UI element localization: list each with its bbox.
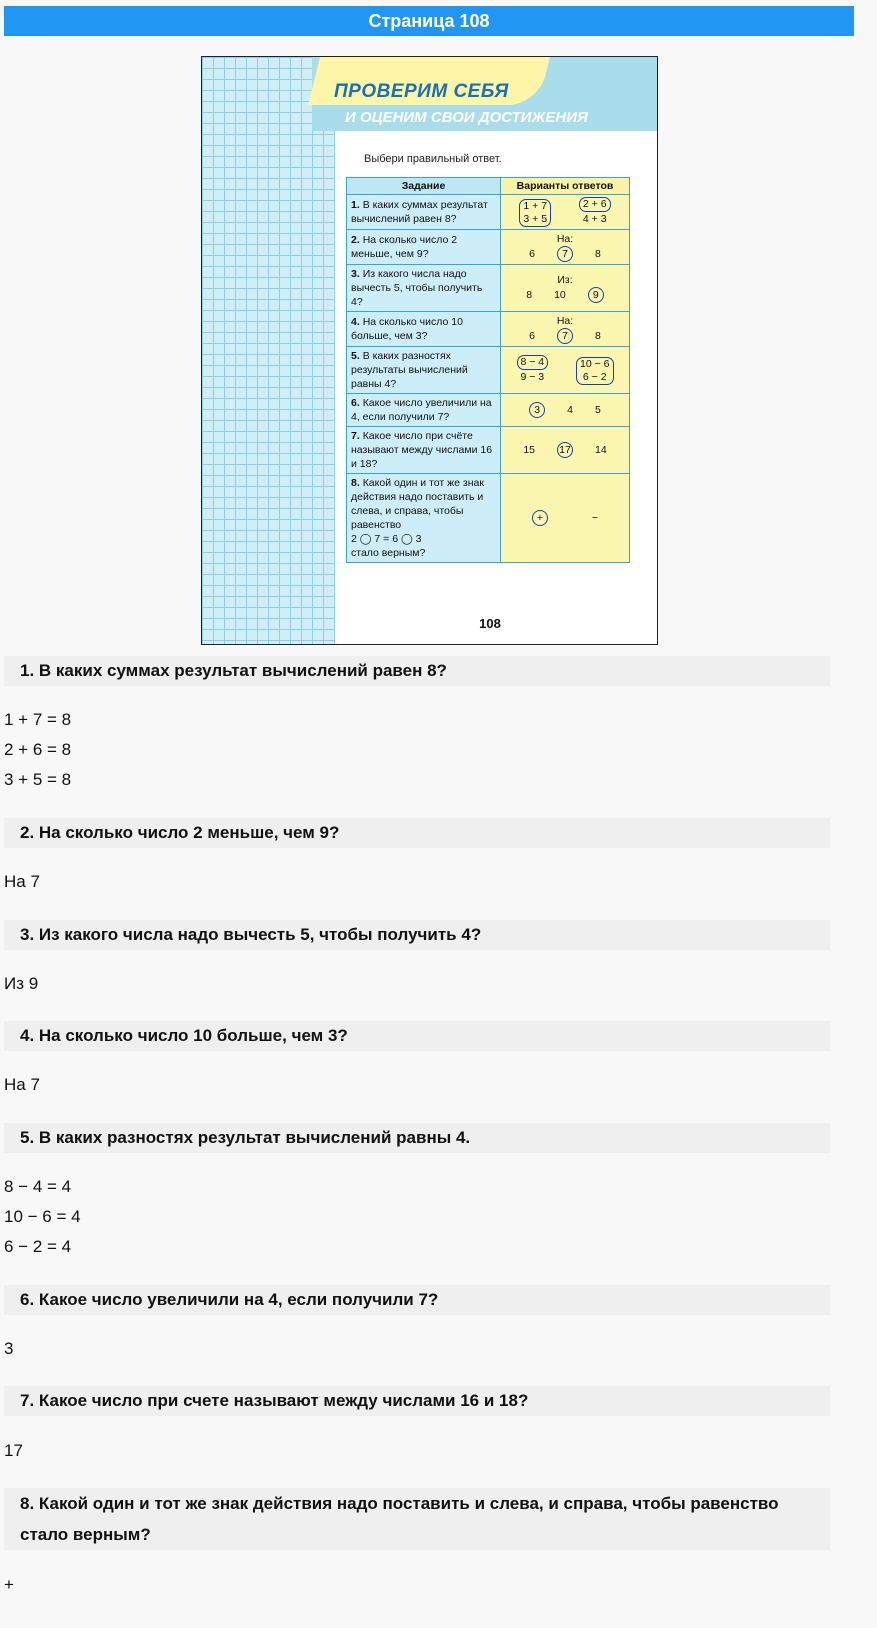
circled-answer: 2 + 6 <box>579 197 611 212</box>
answer-text: + <box>4 1575 14 1594</box>
textbook-heading-2: И ОЦЕНИМ СВОИ ДОСТИЖЕНИЯ <box>345 109 588 126</box>
circled-answer: 9 <box>588 287 604 303</box>
question-heading: 8. Какой один и тот же знак действия надо поставить и слева, и справа, чтобы равенство стало верным? <box>4 1488 830 1550</box>
question-heading: 4. На сколько число 10 больше, чем 3? <box>4 1021 830 1051</box>
table-row: 5. В каких разностях результаты вычислений равны 4? $\frac{8 - 4}{9 - 3} 10 - 6$ 6 − 2 <box>347 347 630 394</box>
answer-text: Из 9 <box>4 974 39 993</box>
col-answers-header: Варианты ответов <box>501 178 630 195</box>
answer-text: 10 − 6 = 4 <box>4 1207 81 1226</box>
circled-answer: 17 <box>557 442 573 458</box>
question-heading: 7. Какое число при счете называют между числами 16 и 18? <box>4 1386 830 1416</box>
table-row: 7. Какое число при счёте называют между числами 16 и 18? 15 17 14 <box>347 427 630 474</box>
answer-text: 3 + 5 = 8 <box>4 770 72 789</box>
question-heading: 5. В каких разностях результат вычислений равны 4. <box>4 1123 830 1153</box>
circled-answer: 3 <box>529 402 545 418</box>
answer-text: На 7 <box>4 1075 40 1094</box>
circled-answer: + <box>532 510 548 526</box>
answer-text: На 7 <box>4 872 40 891</box>
table-row: 8. Какой один и тот же знак действия надо поставить и слева, и справа, чтобы равенство 2 ◯ 7 = 6 ◯ 3 стало верным? + − <box>347 474 630 563</box>
table-row: 2. На сколько число 2 меньше, чем 9? На: 6 7 8 <box>347 230 630 265</box>
table-row: 4. На сколько число 10 больше, чем 3? На: 6 7 8 <box>347 312 630 347</box>
question-heading: 2. На сколько число 2 меньше, чем 9? <box>4 818 830 848</box>
question-heading: 1. В каких суммах результат вычислений равен 8? <box>4 656 830 686</box>
textbook-page-image <box>201 56 658 645</box>
textbook-page-number: 108 <box>462 607 518 637</box>
circled-answer: 1 + 7 3 + 5 <box>519 199 551 227</box>
circled-answer: 8 − 4 <box>517 355 549 370</box>
question-heading: 3. Из какого числа надо вычесть 5, чтобы получить 4? <box>4 920 830 950</box>
col-task-header: Задание <box>347 178 501 195</box>
table-row: 1. В каких суммах результат вычислений равен 8? 1 + 7 $3 + 5 \frac{2 + 6}{4 + 3}$ <box>347 195 630 230</box>
textbook-heading-1: ПРОВЕРИМ СЕБЯ <box>334 81 509 102</box>
circled-answer: 7 <box>557 328 573 344</box>
circled-answer: 7 <box>557 246 573 262</box>
textbook-instruction: Выбери правильный ответ. <box>364 153 502 165</box>
question-heading: 6. Какое число увеличили на 4, если получили 7? <box>4 1285 830 1315</box>
answer-text: 2 + 6 = 8 <box>4 740 72 759</box>
answer-text: 17 <box>4 1441 23 1460</box>
circled-answer: 10 − 6 6 − 2 <box>576 357 614 385</box>
page-title: Страница 108 <box>4 6 854 36</box>
table-row: 6. Какое число увеличили на 4, если получили 7? 3 4 5 <box>347 394 630 427</box>
table-row: 3. Из какого числа надо вычесть 5, чтобы получить 4? Из: 8 10 9 <box>347 265 630 312</box>
answer-table <box>346 177 630 563</box>
answer-text: 3 <box>4 1339 14 1358</box>
answer-text: 8 − 4 = 4 <box>4 1177 72 1196</box>
answer-text: 6 − 2 = 4 <box>4 1237 72 1256</box>
answer-text: 1 + 7 = 8 <box>4 710 72 729</box>
